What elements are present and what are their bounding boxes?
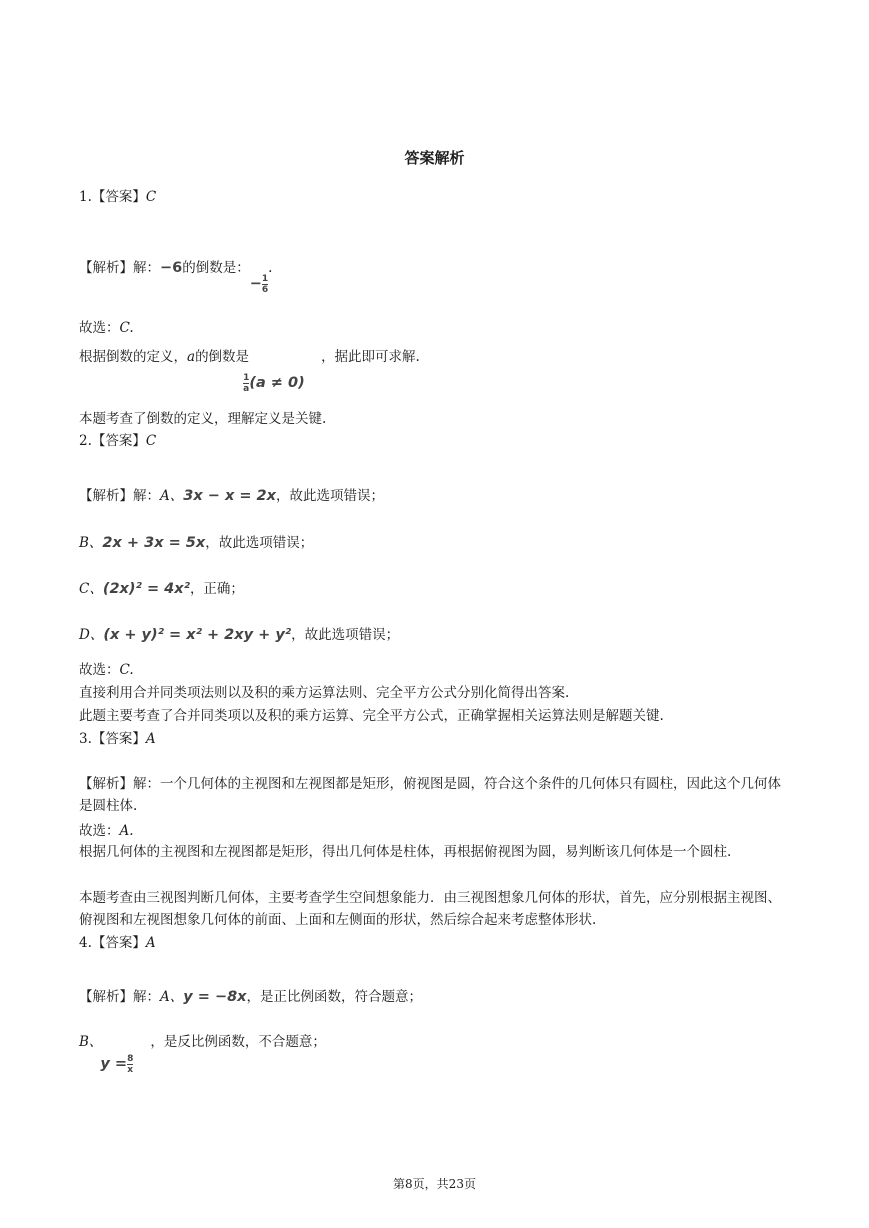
q4-option-b-line [79,1033,326,1075]
q4-answer-label: 4.【答案】 [79,935,146,951]
q2-option-c-line [79,580,244,598]
q2-option-b-text: ，故此选项错误； [205,535,314,551]
q1-frac-den: 6 [261,285,269,295]
q2-analysis-prefix: 【解析】解： [79,488,160,504]
q2-option-d-line [79,626,399,644]
q1-frac-num: 1 [261,274,269,284]
q2-option-b-label: B、 [79,535,103,551]
q3-summary: 本题考查由三视图判断几何体，主要考查学生空间想象能力．由三视图想象几何体的形状，首先，应分别根据主视图、俯视图和左视图想象几何体的前面、上面和左侧面的形状，然后综合起来考虑整体形状. [79,890,781,928]
q2-option-a-math: 3x − x = 2x [183,488,276,504]
q2-choose-value: C. [119,662,134,678]
q4-option-a-text: ，是正比例函数，符合题意； [246,989,423,1005]
q2-option-c-math: (2x)² = 4x² [102,581,190,597]
q1-answer-line [79,188,156,206]
page-title: 答案解析 [404,149,465,167]
q3-choose-value: A. [119,823,134,839]
q2-choose-line [79,661,134,679]
q2-answer-label: 2.【答案】 [79,433,146,449]
q4-option-b-den: x [127,1065,134,1075]
q1-reciprocal-text: 的倒数是： [182,260,250,276]
q1-def-text-2: 的倒数是 [195,349,250,365]
q4-option-b-num: 8 [127,1054,134,1064]
q4-analysis-prefix: 【解析】解： [79,989,160,1005]
q2-option-c-label: C、 [79,581,103,597]
q2-answer-value: C [145,433,157,449]
q2-choose-label: 故选： [79,662,120,678]
q4-option-b-label: B、 [79,1034,103,1050]
q1-definition-line [79,348,420,394]
q4-option-b-text: ，是反比例函数，不合题意； [150,1034,326,1050]
q1-def-var: a [187,349,196,365]
q1-analysis-line [79,258,273,295]
q2-option-a-line [79,487,384,505]
q2-method: 直接利用合并同类项法则以及积的乘方运算法则、完全平方公式分别化简得出答案. [79,685,570,701]
q1-neg-sign: − [249,276,262,292]
q1-def-frac-num: 1 [243,373,250,383]
q3-analysis: 【解析】解：一个几何体的主视图和左视图都是矩形，俯视图是圆，符合这个条件的几何体只有圆柱，因此这个几何体是圆柱体. [79,776,781,814]
q2-summary: 此题主要考查了合并同类项以及积的乘方运算、完全平方公式，正确掌握相关运算法则是解题关键. [79,708,664,724]
q1-choose-label: 故选： [79,320,120,336]
page-footer: 第8页，共23页 [393,1177,476,1191]
q1-period: . [268,260,273,276]
q3-choose-line [79,822,134,840]
q1-summary: 本题考查了倒数的定义，理解定义是关键. [79,411,327,427]
q3-method: 根据几何体的主视图和左视图都是矩形，得出几何体是柱体，再根据俯视图为圆，易判断该几何体是一个圆柱. [79,844,732,860]
q4-answer-line [79,934,156,952]
q1-choose-value: C. [119,320,134,336]
q3-answer-value: A [145,731,156,747]
q4-option-a-math: y = −8x [183,989,247,1005]
q1-answer-label: 1.【答案】 [79,189,146,205]
q1-choose-line [79,319,134,337]
q3-answer-line [79,730,156,748]
q2-option-d-label: D、 [79,627,104,643]
q1-fraction [262,274,268,295]
q4-option-b-fraction [127,1054,133,1075]
q4-option-a-line [79,988,422,1006]
q1-def-text-1: 根据倒数的定义， [79,349,187,365]
q1-answer-value: C [145,189,157,205]
q1-def-cond: (a ≠ 0) [249,375,305,391]
q2-option-c-text: ，正确； [189,581,244,597]
q1-def-frac-den: a [243,384,250,394]
q2-option-a-label: A、 [160,488,184,504]
q4-option-b-lhs: y = [100,1056,128,1072]
q4-answer-value: A [145,935,156,951]
q2-option-b-math: 2x + 3x = 5x [102,535,206,551]
q3-answer-label: 3.【答案】 [79,731,146,747]
q1-analysis-prefix: 【解析】解： [79,260,160,276]
q2-answer-line [79,432,156,450]
q2-option-a-text: ，故此选项错误； [275,488,384,504]
q2-option-b-line [79,534,313,552]
q2-option-d-text: ，故此选项错误； [291,627,400,643]
q1-def-text-3: ，据此即可求解. [321,349,420,365]
q1-neg-frac-math [249,274,269,295]
q1-neg6-math: −6 [160,260,183,276]
q4-option-a-label: A、 [160,989,184,1005]
q3-choose-label: 故选： [79,823,120,839]
q2-option-d-math: (x + y)² = x² + 2xy + y² [103,627,292,643]
